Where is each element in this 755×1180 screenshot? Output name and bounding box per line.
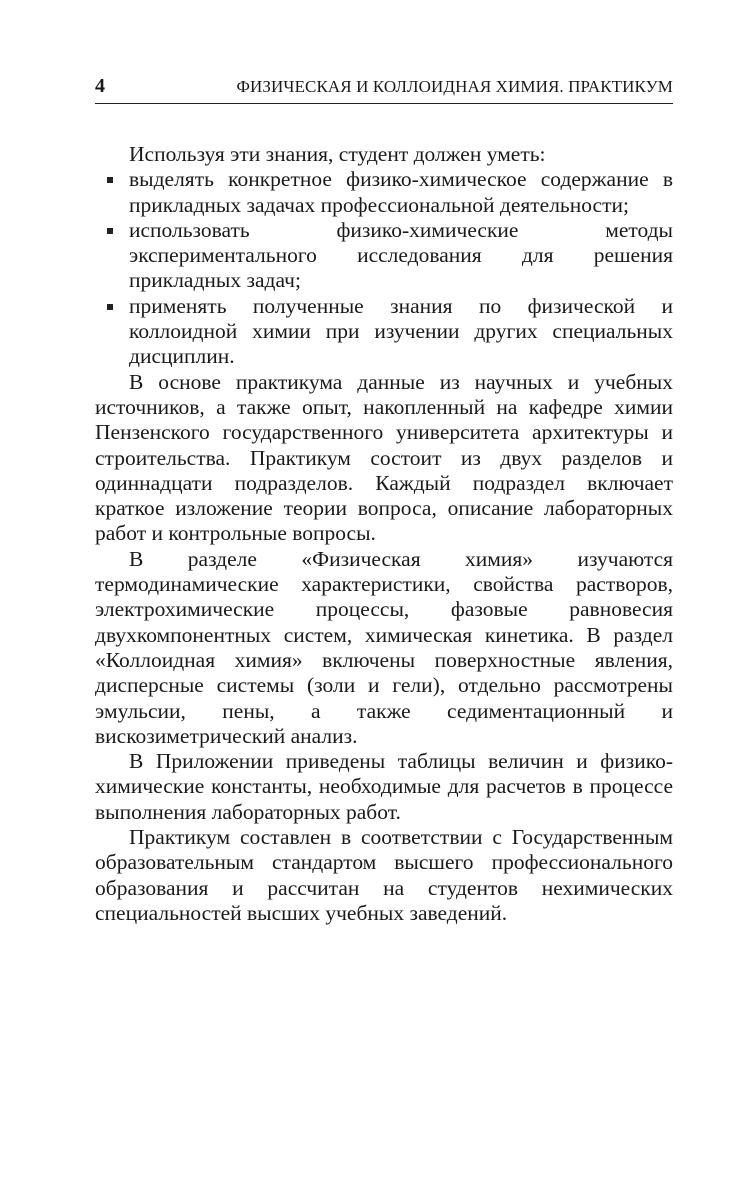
list-item (95, 167, 673, 218)
paragraph-standard: Практикум составлен в соответствии с Государственным образовательным стандартом высшего профессионального образования и рассчитан на студентов нехимических специальностей высших учебных заведений. (95, 825, 673, 925)
list-item (95, 294, 673, 370)
header-rule (95, 103, 673, 104)
page-number: 4 (95, 75, 105, 97)
square-bullet-icon (107, 304, 113, 310)
square-bullet-icon (107, 228, 113, 234)
list-item-text: выделять конкретное физико-химическое содержание в прикладных задачах профессиональной деятельности; (129, 167, 673, 217)
paragraph-sections: В разделе «Физическая химия» изучаются термодинамические характеристики, свойства растворов, электрохимические процессы, фазовые равновесия двухкомпонентных систем, химическая кинетика. В раздел «Коллоидная химия» включены поверхностные явления, дисперсные системы (золи и гели), отдельно рассмотрены эмульсии, пены, а также седиментационный и вискозиметрический анализ. (95, 546, 673, 748)
list-item-text: применять полученные знания по физической и коллоидной химии при изучении других специальных дисциплин. (129, 293, 673, 369)
page-header (95, 73, 673, 103)
page-body (95, 142, 673, 926)
list-item-text: использовать физико-химические методы экспериментального исследования для решения прикладных задач; (129, 217, 673, 293)
skills-list (95, 167, 673, 369)
intro-line: Используя эти знания, студент должен уметь: (129, 142, 546, 166)
paragraph-practicum-basis: В основе практикума данные из научных и учебных источников, а также опыт, накопленный на кафедре химии Пензенского государственного университета архитектуры и строительства. Практикум состоит из двух разделов и одиннадцати подразделов. Каждый подраздел включает краткое изложение теории вопроса, описание лабораторных работ и контрольные вопросы. (95, 369, 673, 546)
paragraph-appendix: В Приложении приведены таблицы величин и физико-химические константы, необходимые для расчетов в процессе выполнения лабораторных работ. (95, 749, 673, 824)
running-title: ФИЗИЧЕСКАЯ И КОЛЛОИДНАЯ ХИМИЯ. ПРАКТИКУМ (236, 77, 673, 96)
list-item (95, 218, 673, 294)
square-bullet-icon (107, 177, 113, 183)
